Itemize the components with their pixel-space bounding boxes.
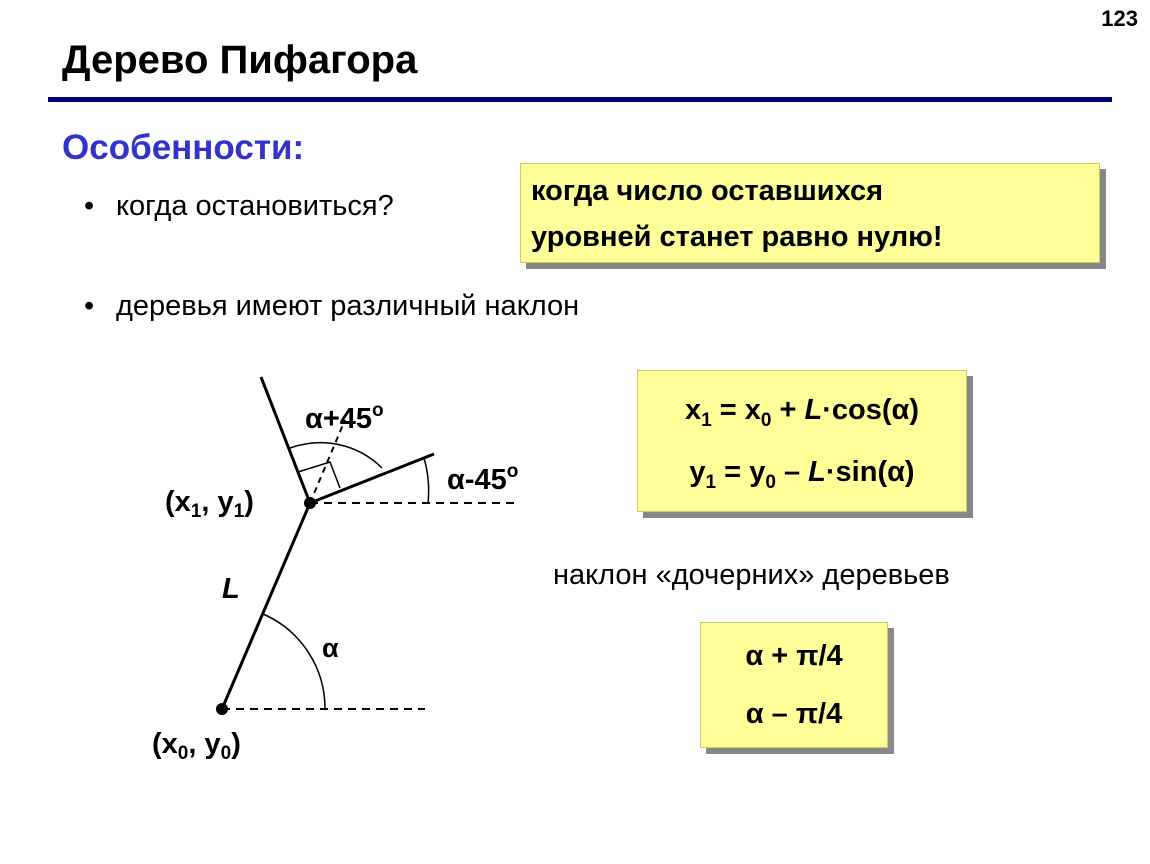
section-subtitle: Особенности: — [62, 128, 305, 167]
formula-x1: $x_1 = x_0 + L\cdot\cos(\alpha)$ — [684, 394, 920, 431]
trunk-segment — [222, 503, 310, 709]
bullet-text: когда остановиться? — [116, 190, 394, 222]
slope-minus: α – π/4 — [745, 698, 843, 730]
page-number: 123 — [1101, 6, 1138, 31]
bullet-marker: • — [84, 190, 95, 222]
bullet-marker: • — [84, 290, 95, 322]
point1-label: ($x_1$, $y_1$) — [165, 486, 254, 522]
answer-line: когда число оставшихся — [531, 175, 884, 207]
coordinate-formula-box — [637, 370, 967, 512]
point0-label: ($x_0$, $y_0$) — [152, 728, 241, 764]
formula-y1: $y_1 = y_0 - L\cdot\sin(\alpha)$ — [689, 456, 915, 493]
minus45-arc — [424, 458, 429, 503]
child-slope-caption: наклон «дочерних» деревьев — [553, 559, 950, 591]
bullet-text: деревья имеют различный наклон — [116, 290, 580, 322]
alpha-arc — [263, 614, 325, 709]
right-angle-marker — [298, 462, 340, 488]
slope-plus: α + π/4 — [745, 640, 843, 672]
plus45-arc — [290, 443, 382, 468]
alpha-plus45-label: $\alpha+45^o$ — [305, 400, 384, 435]
answer-line: уровней станет равно нулю! — [531, 221, 943, 253]
page-title: Дерево Пифагора — [62, 38, 418, 82]
child-slopes-box — [700, 622, 888, 748]
left-branch — [261, 377, 310, 503]
start-point-dot — [216, 703, 228, 715]
length-label: L — [222, 573, 240, 605]
alpha-label: α — [322, 633, 339, 663]
alpha-minus45-label: α-45$^o$ — [447, 461, 519, 496]
end-point-dot — [304, 497, 316, 509]
